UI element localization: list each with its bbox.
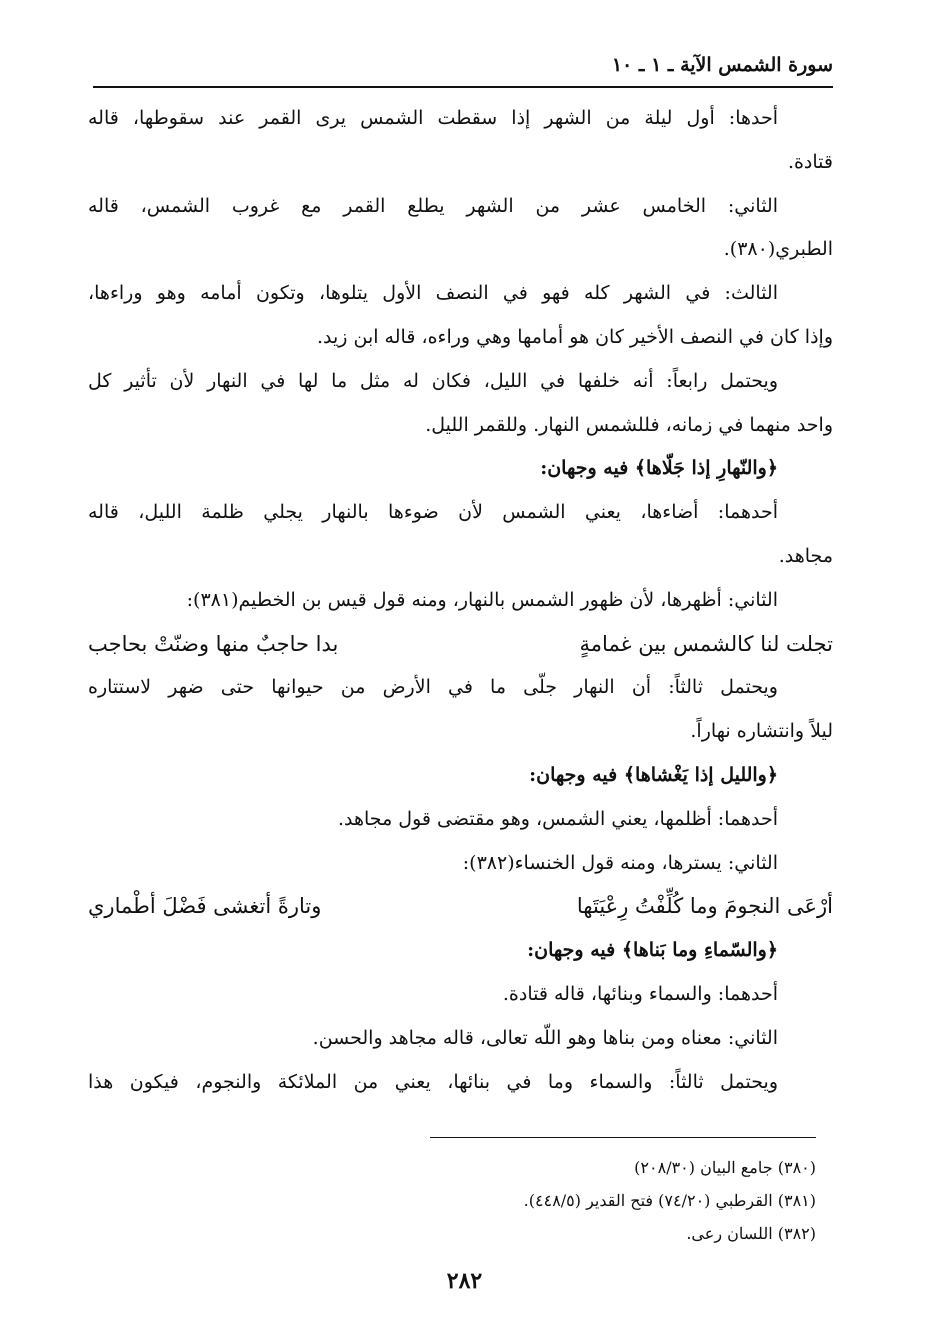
text-line: ويحتمل رابعاً: أنه خلفها في الليل، فكان له مثل ما لها في النهار لأن تأثير كل <box>88 369 778 392</box>
text-line: الطبري(٣٨٠). <box>723 238 833 261</box>
text-line: واحد منهما في زمانه، فللشمس النهار. وللقمر الليل. <box>425 413 833 436</box>
text-line: أحدهما: والسماء وبنائها، قاله قتادة. <box>502 982 778 1005</box>
text-line: قتادة. <box>787 150 833 173</box>
footnote-divider <box>430 1137 816 1138</box>
verse-first-hemistich: أرْعَى النجومَ وما كُلِّفْتُ رِعْيَتَها <box>576 894 833 919</box>
text-line: ويحتمل ثالثاً: والسماء وما في بنائها، يعني من الملائكة والنجوم، فيكون هذا <box>88 1070 778 1093</box>
text-line: أحدهما: أضاءها، يعني الشمس لأن ضوءها بالنهار يجلي ظلمة الليل، قاله <box>88 501 778 524</box>
text-line: ويحتمل ثالثاً: أن النهار جلّى ما في الأرض من حيوانها حتى ضهر لاستتاره <box>88 676 778 699</box>
text-line: ﴿والسّماءِ وما بَناها﴾ فيه وجهان: <box>527 939 778 962</box>
running-header <box>93 48 833 88</box>
text-line: وإذا كان في النصف الأخير كان هو أمامها وهي وراءه، قاله ابن زيد. <box>316 325 833 348</box>
header-rule <box>93 86 833 88</box>
footnotes <box>116 1151 816 1250</box>
verse-second-hemistich: وتارةً أتغشى فَضْلَ أطْماري <box>88 894 322 919</box>
text-line: ﴿والليل إذا يَغْشاها﴾ فيه وجهان: <box>529 763 778 786</box>
text-line: مجاهد. <box>778 544 833 567</box>
poetry-verse <box>88 885 833 929</box>
text-line: أحدها: أول ليلة من الشهر إذا سقطت الشمس يرى القمر عند سقوطها، قاله <box>88 107 778 129</box>
text-line: ﴿والنّهارِ إذا جَلّاها﴾ فيه وجهان: <box>540 457 778 480</box>
text-line: الثاني: الخامس عشر من الشهر يطلع القمر مع غروب الشمس، قاله <box>88 194 778 217</box>
text-line: أحدهما: أظلمها، يعني الشمس، وهو مقتضى قول مجاهد. <box>337 807 778 830</box>
poetry-verse <box>88 623 833 667</box>
body-text <box>88 97 833 1104</box>
verse-second-hemistich: بدا حاجبٌ منها وضنّتْ بحاجب <box>88 631 339 656</box>
footnote: (٣٨٠) جامع البيان (٢٠٨/٣٠) <box>634 1158 816 1177</box>
verse-first-hemistich: تجلت لنا كالشمس بين غمامةٍ <box>579 631 833 656</box>
page-number: ٢٨٢ <box>446 1268 483 1294</box>
text-line: الثاني: أظهرها، لأن ظهور الشمس بالنهار، ومنه قول قيس بن الخطيم(٣٨١): <box>186 588 778 611</box>
footnote: (٣٨٢) اللسان رعى. <box>686 1224 816 1243</box>
text-line: ليلاً وانتشاره نهاراً. <box>690 720 833 743</box>
text-line: الثالث: في الشهر كله فهو في النصف الأول يتلوها، وتكون أمامه وهو وراءها، <box>88 282 778 305</box>
footnote: (٣٨١) القرطبي (٧٤/٢٠) فتح القدير (٤٤٨/٥). <box>523 1191 816 1210</box>
text-line: الثاني: معناه ومن بناها وهو اللّه تعالى، قاله مجاهد والحسن. <box>312 1026 778 1049</box>
text-line: الثاني: يسترها، ومنه قول الخنساء(٣٨٢): <box>462 851 778 874</box>
header-title: سورة الشمس الآية ـ ١ ـ ١٠ <box>611 54 833 76</box>
